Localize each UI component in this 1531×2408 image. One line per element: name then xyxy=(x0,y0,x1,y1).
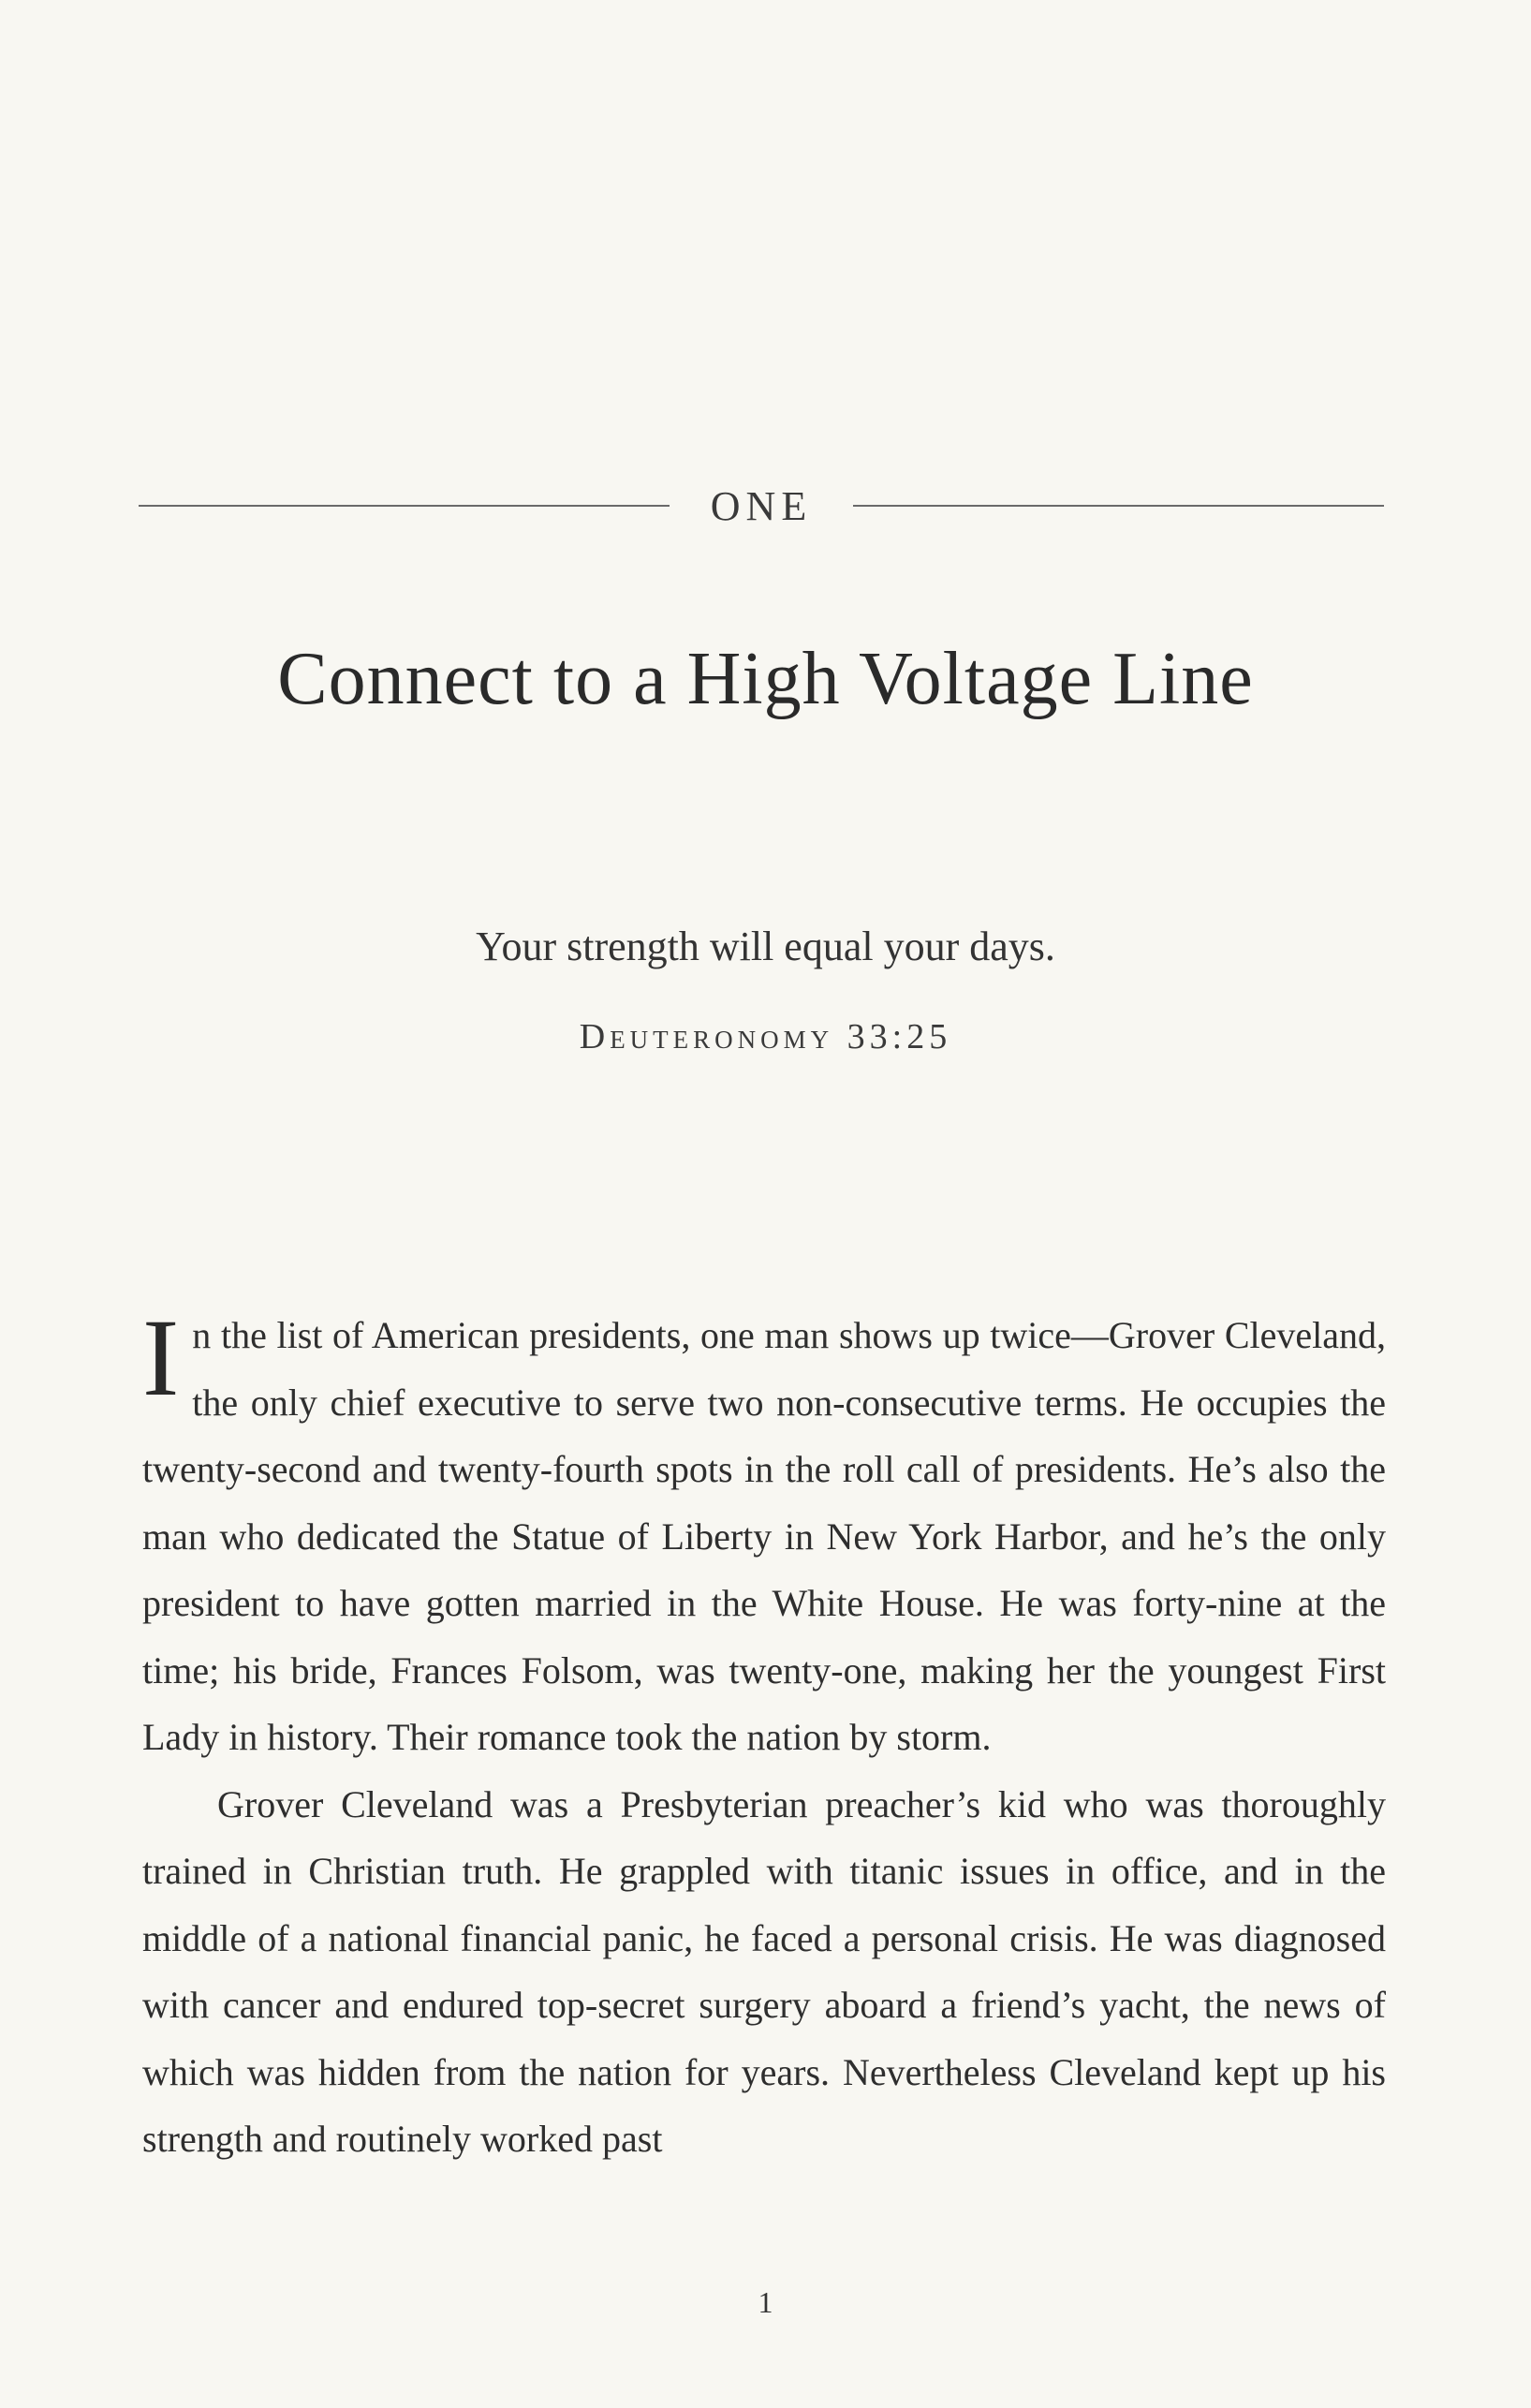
chapter-number: ONE xyxy=(710,482,813,529)
paragraph-1 xyxy=(142,1296,1386,1771)
drop-cap: I xyxy=(142,1296,180,1419)
chapter-heading xyxy=(139,482,1384,529)
paragraph-2: Grover Cleveland was a Presbyterian preacher’s kid who was thoroughly trained in Christian truth. He grappled with titanic issues in office, and in the middle of a national financial panic, he faced a personal crisis. He was diagnosed with cancer and endured top-secret surgery aboard a friend’s yacht, the news of which was hidden from the nation for years. Nevertheless Cleveland kept up his strength and routinely worked past xyxy=(142,1782,1386,2160)
epigraph-source: Deuteronomy 33:25 xyxy=(579,1017,952,1056)
body-text xyxy=(142,1296,1386,2173)
page-number: 1 xyxy=(758,2285,773,2319)
left-rule xyxy=(139,505,670,507)
epigraph-quote: Your strength will equal your days. xyxy=(476,923,1055,969)
paragraph-1-text: n the list of American presidents, one man shows up twice—Grover Cleveland, the only chief executive to serve two non-consecutive terms. He occupies the twenty-second and twenty-fourth spots in the roll call of presidents. He’s also the man who dedicated the Statue of Liberty in New York Harbor, and he’s the only president to have gotten married in the White House. He was forty-nine at the time; his bride, Frances Folsom, was twenty-one, making her the youngest First Lady in history. Their romance took the nation by storm. xyxy=(142,1314,1386,1758)
right-rule xyxy=(853,505,1384,507)
chapter-title: Connect to a High Voltage Line xyxy=(277,638,1254,720)
